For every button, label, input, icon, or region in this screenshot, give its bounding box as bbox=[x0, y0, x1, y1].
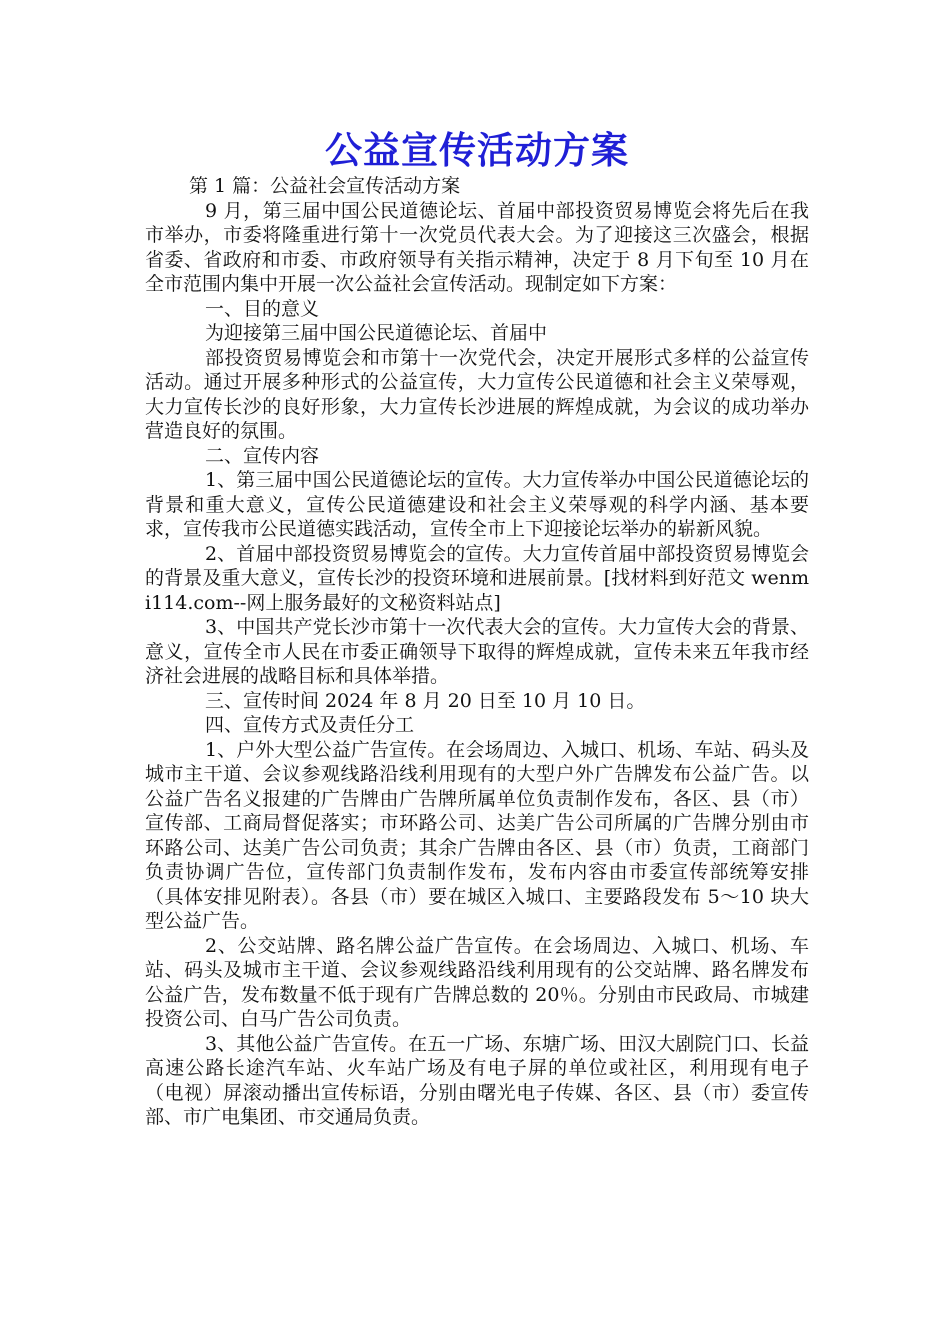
paragraph: 1、户外大型公益广告宣传。在会场周边、入城口、机场、车站、码头及城市主干道、会议参观线路沿线利用现有的大型户外广告牌发布公益广告。以公益广告名义报建的广告牌由广告牌所属单位负责制作发布，各区、县（市）宣传部、工商局督促落实；市环路公司、达美广告公司所属的广告牌分别由市环路公司、达美广告公司负责；其余广告牌由各区、县（市）负责，工商部门负责协调广告位，宣传部门负责制作发布，发布内容由市委宣传部统筹安排（具体安排见附表）。各县（市）要在城区入城口、主要路段发布 5～10 块大型公益广告。 bbox=[145, 738, 809, 932]
section-heading: 为迎接第三届中国公民道德论坛、首届中 bbox=[205, 322, 548, 344]
document-title: 公益宣传活动方案 bbox=[325, 129, 629, 172]
paragraph: 部投资贸易博览会和市第十一次党代会，决定开展形式多样的公益宣传活动。通过开展多种形式的公益宣传，大力宣传公民道德和社会主义荣辱观，大力宣传长沙的良好形象，大力宣传长沙进展的辉煌成就，为会议的成功举办营造良好的氛围。 bbox=[145, 346, 809, 442]
section-heading: 四、宣传方式及责任分工 bbox=[205, 714, 415, 736]
paragraph: 1、第三届中国公民道德论坛的宣传。大力宣传举办中国公民道德论坛的背景和重大意义，宣传公民道德建设和社会主义荣辱观的科学内涵、基本要求，宣传我市公民道德实践活动，宣传全市上下迎接论坛举办的崭新风貌。 bbox=[145, 469, 809, 540]
paragraph: 3、其他公益广告宣传。在五一广场、东塘广场、田汉大剧院门口、长益高速公路长途汽车站、火车站广场及有电子屏的单位或社区，利用现有电子（电视）屏滚动播出宣传标语，分别由曙光电子传媒、各区、县（市）委宣传部、市广电集团、市交通局负责。 bbox=[145, 1032, 809, 1128]
section-heading: 一、目的意义 bbox=[205, 297, 320, 320]
document-subtitle: 第 1 篇：公益社会宣传活动方案 bbox=[189, 175, 461, 197]
paragraph: 9 月，第三届中国公民道德论坛、首届中部投资贸易博览会将先后在我市举办，市委将隆重进行第十一次党员代表大会。为了迎接这三次盛会，根据省委、省政府和市委、市政府领导有关指示精神，决定于 8 月下旬至 10 月在全市范围内集中开展一次公益社会宣传活动。现制定如下方案： bbox=[145, 199, 809, 295]
paragraph: 2、公交站牌、路名牌公益广告宣传。在会场周边、入城口、机场、车站、码头及城市主干道、会议参观线路沿线利用现有的公交站牌、路名牌发布公益广告，发布数量不低于现有广告牌总数的 20％。分别由市民政局、市城建投资公司、白马广告公司负责。 bbox=[145, 934, 809, 1030]
document-page bbox=[145, 128, 809, 1130]
section-heading: 三、宣传时间 2024 年 8 月 20 日至 10 月 10 日。 bbox=[205, 689, 646, 712]
section-heading: 二、宣传内容 bbox=[205, 444, 320, 467]
paragraph: 3、中国共产党长沙市第十一次代表大会的宣传。大力宣传大会的背景、意义，宣传全市人民在市委正确领导下取得的辉煌成就，宣传未来五年我市经济社会进展的战略目标和具体举措。 bbox=[145, 616, 809, 687]
paragraph: 2、首届中部投资贸易博览会的宣传。大力宣传首届中部投资贸易博览会的背景及重大意义，宣传长沙的投资环境和进展前景。[找材料到好范文 wenmi114.com--网上服务最好的文秘资料站点] bbox=[145, 542, 809, 614]
document-body bbox=[145, 199, 809, 1130]
